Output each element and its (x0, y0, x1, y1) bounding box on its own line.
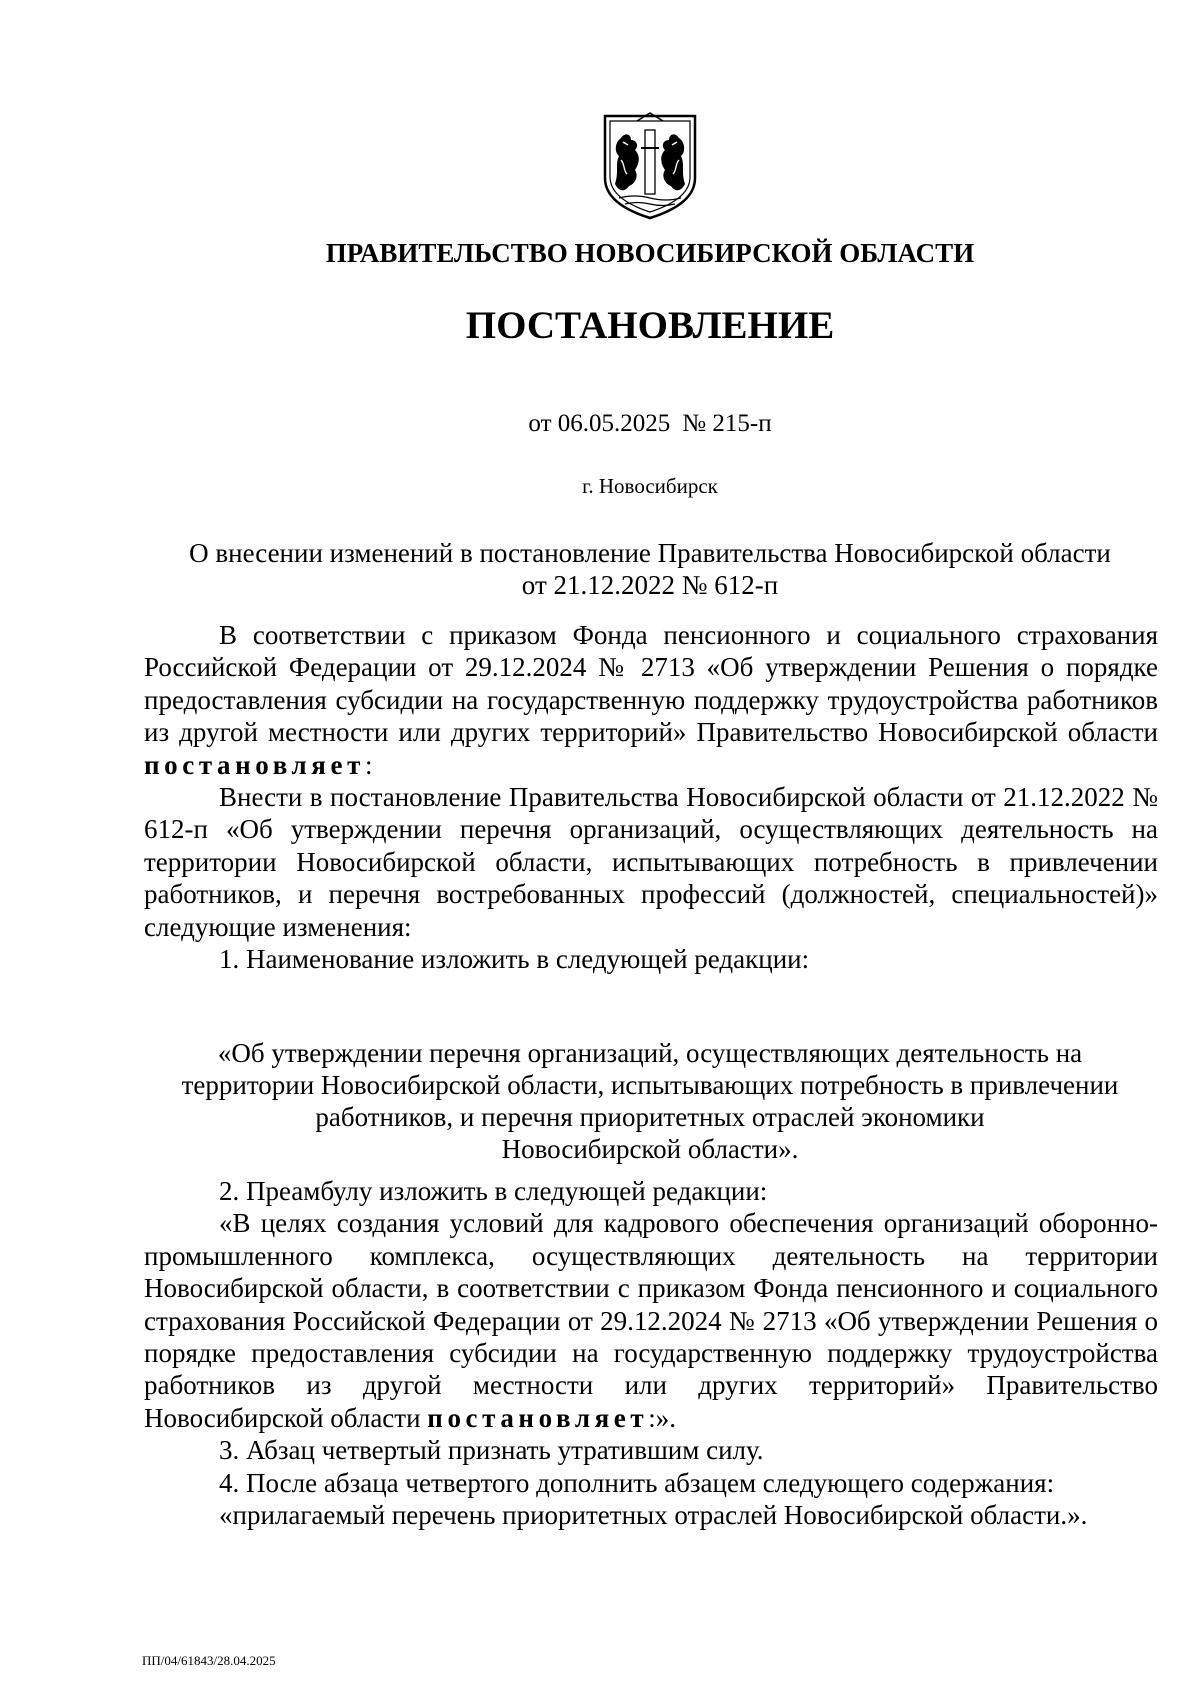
subject-line-1: О внесении изменений в постановление Правительства Новосибирской области (189, 538, 1111, 568)
document-type-title: ПОСТАНОВЛЕНИЕ (465, 304, 835, 347)
document-code: ПП/04/61843/28.04.2025 (142, 1653, 276, 1668)
document-number: № 215-п (682, 410, 772, 437)
paragraph-item-4: 4. После абзаца четвертого дополнить абзацем следующего содержания: (219, 1467, 1055, 1498)
paragraph-item-3: 3. Абзац четвертый признать утратившим силу. (219, 1435, 764, 1466)
paragraph-new-preamble: «В целях создания условий для кадрового обеспечения организаций оборонно-промышленного комплекса, осуществляющих деятельность на территории Новосибирской области, в соответствии с приказом Фонда пенсионного и социального страхования Российской Федерации от 29.12.2024 № 2713 «Об утверждении Решения о порядке предоставления субсидии на государственную поддержку трудоустройства работников из другой местности или других территорий» Правительство Новосибирской области постановляет:». (144, 1208, 1158, 1433)
resolves-keyword: постановляет (427, 1402, 649, 1433)
subject-line-2: от 21.12.2022 № 612-п (521, 570, 779, 600)
paragraph-item-2: 2. Преамбулу изложить в следующей редакции: (219, 1176, 768, 1206)
document-subject (150, 537, 1150, 601)
quote-line-4: Новосибирской области». (501, 1134, 799, 1164)
coat-of-arms-icon (601, 112, 699, 222)
document-city: г. Новосибирск (582, 474, 718, 498)
quote-line-1: «Об утверждении перечня организаций, осуществляющих деятельность на (217, 1038, 1083, 1068)
resolves-keyword: постановляет (144, 749, 365, 780)
quote-line-2: территории Новосибирской области, испытывающих потребность в привлечении (181, 1070, 1119, 1100)
document-date-line (0, 410, 1200, 438)
new-title-quote (150, 1037, 1150, 1165)
paragraph-item-1: 1. Наименование изложить в следующей редакции: (219, 944, 810, 975)
document-date: от 06.05.2025 (528, 410, 671, 437)
quote-line-3: работников, и перечня приоритетных отраслей экономики (315, 1102, 985, 1132)
organization-title: ПРАВИТЕЛЬСТВО НОВОСИБИРСКОЙ ОБЛАСТИ (325, 238, 975, 268)
paragraph-amend-intro: Внести в постановление Правительства Новосибирской области от 21.12.2022 № 612-п «Об утверждении перечня организаций, осуществляющих деятельность на территории Новосибирской области, испытывающих потребность в привлечении работников, и перечня востребованных профессий (должностей, специальностей)» следующие изменения: (144, 782, 1158, 942)
paragraph-preamble: В соответствии с приказом Фонда пенсионного и социального страхования Российской Федерации от 29.12.2024 № 2713 «Об утверждении Решения о порядке предоставления субсидии на государственную поддержку трудоустройства работников из другой местности или других территорий» Правительство Новосибирской области постановляет: (144, 620, 1158, 780)
paragraph-new-content: «прилагаемый перечень приоритетных отраслей Новосибирской области.». (219, 1500, 1088, 1531)
body-section-1 (144, 619, 1158, 975)
body-section-2 (144, 1175, 1158, 1531)
